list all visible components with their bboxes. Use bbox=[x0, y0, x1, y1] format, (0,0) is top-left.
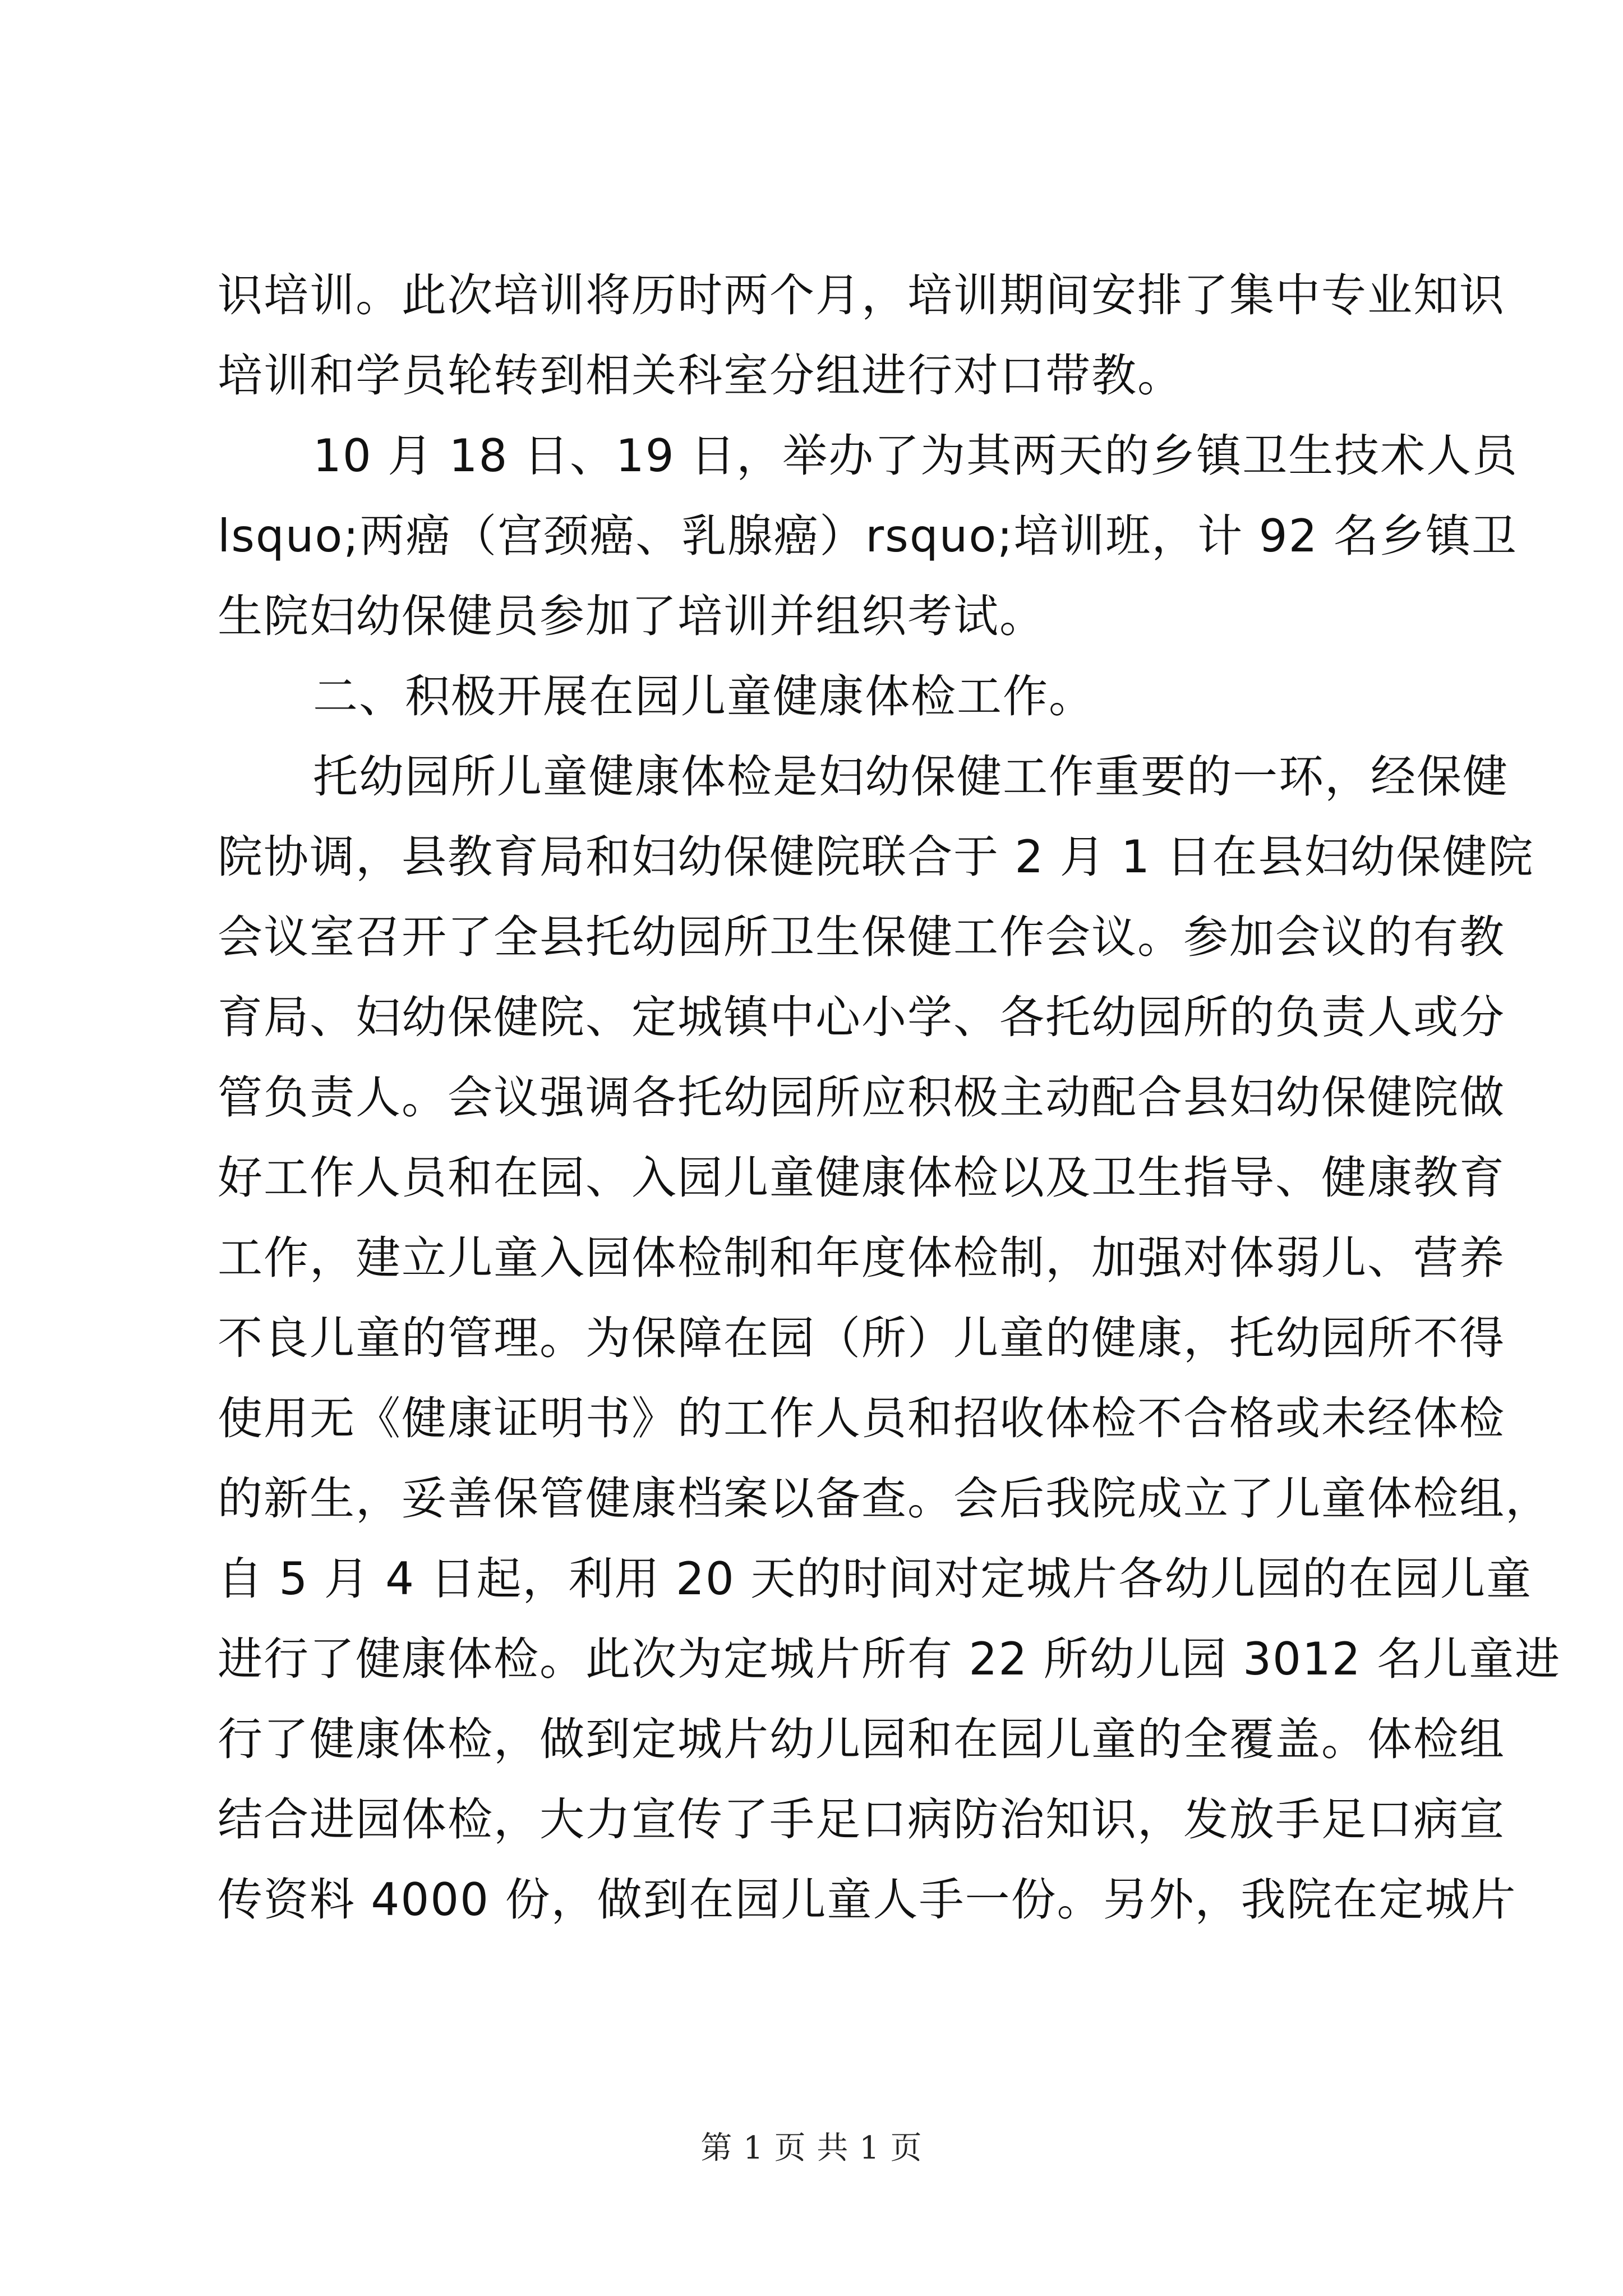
text-line: 不良儿童的管理。为保障在园（所）儿童的健康，托幼园所不得 bbox=[218, 1312, 1505, 1364]
text-line: 传资料 4000 份，做到在园儿童人手一份。另外，我院在定城片 bbox=[218, 1874, 1517, 1926]
text-line: 自 5 月 4 日起，利用 20 天的时间对定城片各幼儿园的在园儿童 bbox=[218, 1553, 1533, 1605]
text-line: 的新生，妥善保管健康档案以备查。会后我院成立了儿童体检组， bbox=[218, 1473, 1551, 1525]
text-line: 行了健康体检，做到定城片幼儿园和在园儿童的全覆盖。体检组 bbox=[218, 1713, 1505, 1765]
section-heading: 二、积极开展在园儿童健康体检工作。 bbox=[313, 670, 1095, 723]
text-line: 工作，建立儿童入园体检制和年度体检制，加强对体弱儿、营养 bbox=[218, 1232, 1505, 1284]
body-text bbox=[218, 255, 1561, 1940]
text-line: 院协调，县教育局和妇幼保健院联合于 2 月 1 日在县妇幼保健院 bbox=[218, 831, 1534, 883]
paragraph-start-line: 10 月 18 日、19 日，举办了为其两天的乡镇卫生技术人员 bbox=[313, 430, 1519, 482]
text-line: 生院妇幼保健员参加了培训并组织考试。 bbox=[218, 590, 1045, 642]
text-line: 培训和学员轮转到相关科室分组进行对口带教。 bbox=[218, 349, 1183, 402]
page-footer: 第 1 页 共 1 页 bbox=[700, 2130, 923, 2166]
text-line: 使用无《健康证明书》的工作人员和招收体检不合格或未经体检 bbox=[218, 1392, 1505, 1444]
text-line: 管负责人。会议强调各托幼园所应积极主动配合县妇幼保健院做 bbox=[218, 1071, 1505, 1124]
text-line: lsquo;两癌（宫颈癌、乳腺癌）rsquo;培训班，计 92 名乡镇卫 bbox=[218, 510, 1518, 562]
text-line: 结合进园体检，大力宣传了手足口病防治知识，发放手足口病宣 bbox=[218, 1793, 1505, 1846]
text-line: 会议室召开了全县托幼园所卫生保健工作会议。参加会议的有教 bbox=[218, 911, 1505, 963]
paragraph-start-line: 托幼园所儿童健康体检是妇幼保健工作重要的一环，经保健 bbox=[313, 751, 1509, 803]
text-line: 好工作人员和在园、入园儿童健康体检以及卫生指导、健康教育 bbox=[218, 1152, 1505, 1204]
text-line: 育局、妇幼保健院、定城镇中心小学、各托幼园所的负责人或分 bbox=[218, 991, 1505, 1043]
text-line: 识培训。此次培训将历时两个月，培训期间安排了集中专业知识 bbox=[218, 269, 1505, 321]
text-line: 进行了健康体检。此次为定城片所有 22 所幼儿园 3012 名儿童进 bbox=[218, 1633, 1561, 1685]
